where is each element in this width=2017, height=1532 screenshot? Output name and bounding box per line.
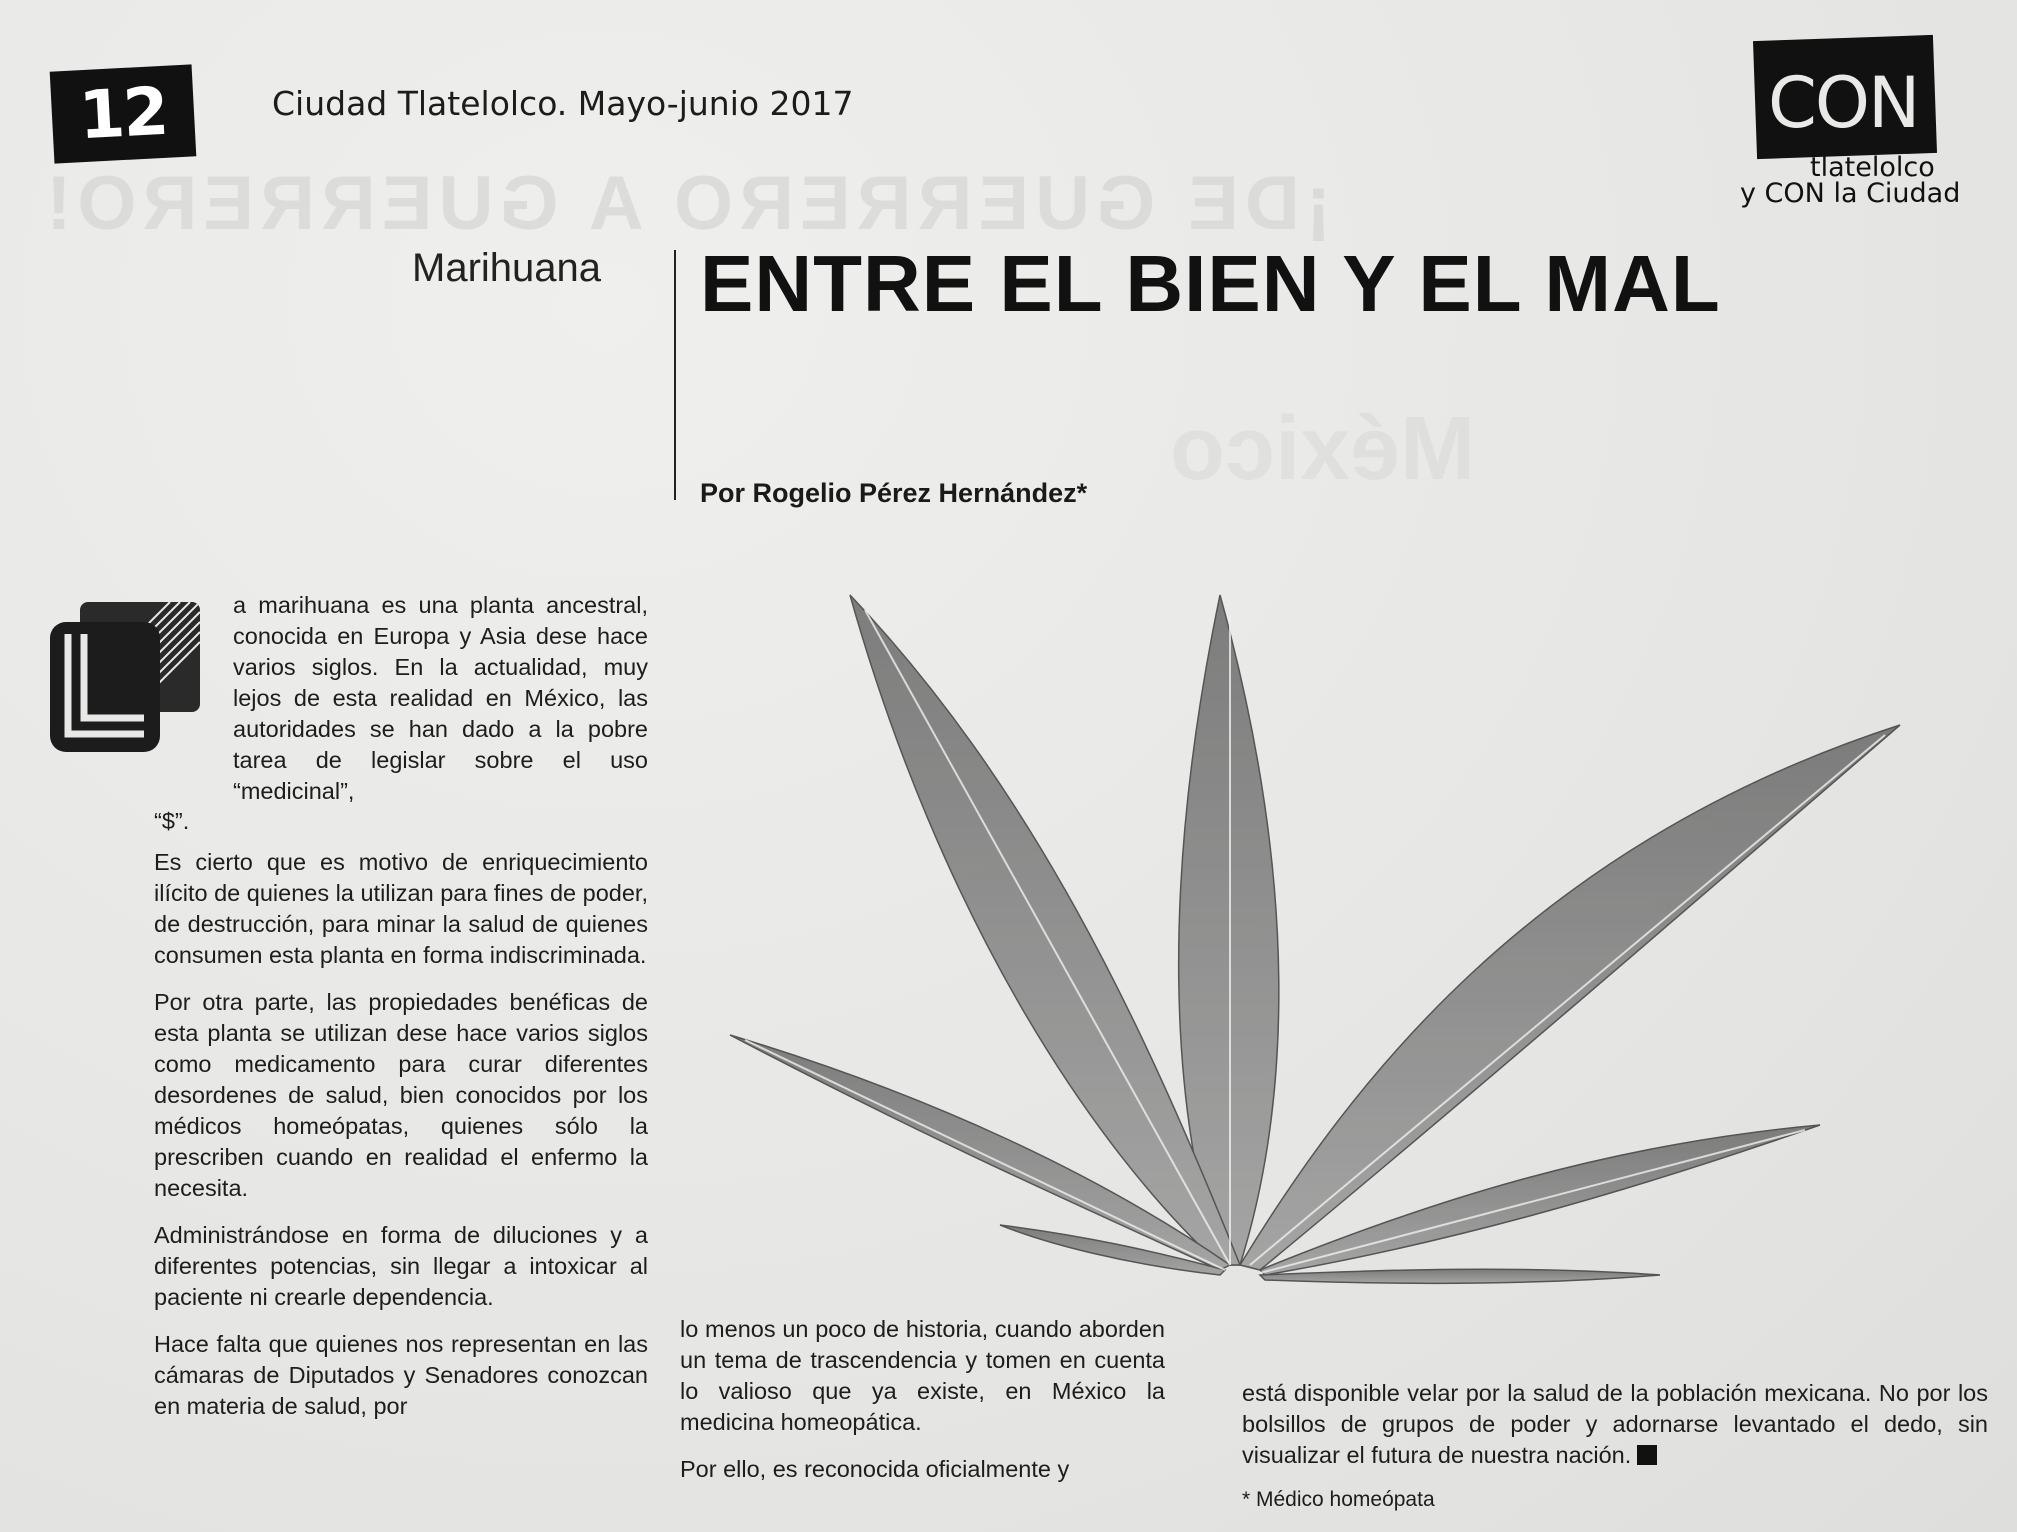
logo-subtitle-1: tlatelolco (1810, 152, 1935, 183)
logo-word: CON (1768, 62, 1919, 144)
article-title: ENTRE EL BIEN Y EL MAL (700, 239, 1721, 328)
page-number: 12 (50, 64, 197, 163)
article-byline: Por Rogelio Pérez Hernández* (700, 478, 1088, 508)
paragraph-1: Es cierto que es motivo de enriquecimiento ilícito de quienes la utilizan para fines de poder, de destrucción, para minar la salud de quienes consumen esta planta en forma indiscriminada. (154, 849, 648, 968)
lead-text-end: “$”. (154, 808, 190, 834)
middle-paragraph-2: Por ello, es reconocida oficialmente y (680, 1456, 1070, 1482)
bleed-through-text: México (1170, 399, 1476, 499)
paragraph-4: Hace falta que quienes nos representan en las cámaras de Diputados y Senadores conozcan en materia de salud, por (154, 1331, 648, 1419)
article-column-middle (680, 1314, 1165, 1501)
drop-cap-l-icon (50, 602, 200, 752)
svg-text:L: L (50, 602, 51, 603)
author-footnote: * Médico homeópata (1242, 1488, 1435, 1511)
end-of-article-icon (1637, 1445, 1657, 1465)
paragraph-3: Administrándose en forma de diluciones y a diferentes potencias, sin llegar a intoxicar al paciente ni crearle dependencia. (154, 1222, 648, 1310)
paragraph-2: Por otra parte, las propiedades benéficas de esta planta se utilizan dese hace varios siglos como medicamento para curar diferentes desordenes de salud, bien conocidos por los médicos homeópatas, quienes sólo la prescriben cuando en realidad el enfermo la necesita. (154, 989, 648, 1201)
article-column-right (1242, 1378, 1988, 1471)
cannabis-leaf-illustration (700, 585, 1910, 1285)
logo-subtitle-2: y CON la Ciudad (1740, 178, 1961, 209)
issue-line: Ciudad Tlatelolco. Mayo-junio 2017 (272, 84, 854, 123)
article-lead-paragraph (233, 590, 648, 823)
lead-text: a marihuana es una planta ancestral, conocida en Europa y Asia dese hace varios siglos. En la actualidad, muy lejos de esta realidad en México, las autoridades se han dado a la pobre tarea de legislar sobre el uso “medicinal”, (233, 592, 648, 804)
middle-paragraph-1: lo menos un poco de historia, cuando aborden un tema de trascendencia y tomen en cuenta lo valioso que ya existe, en México la medicina homeopática. (680, 1316, 1165, 1435)
bleed-through-headline: ¡DE GUERRERO A GUERRERO! (40, 161, 1332, 246)
article-kicker: Marihuana (412, 246, 602, 290)
title-divider (674, 250, 676, 500)
article-column-left (154, 806, 648, 1438)
right-paragraph: está disponible velar por la salud de la población mexicana. No por los bolsillos de grupos de poder y adornarse levantado el dedo, sin visualizar el futura de nuestra nación. (1242, 1380, 1988, 1468)
